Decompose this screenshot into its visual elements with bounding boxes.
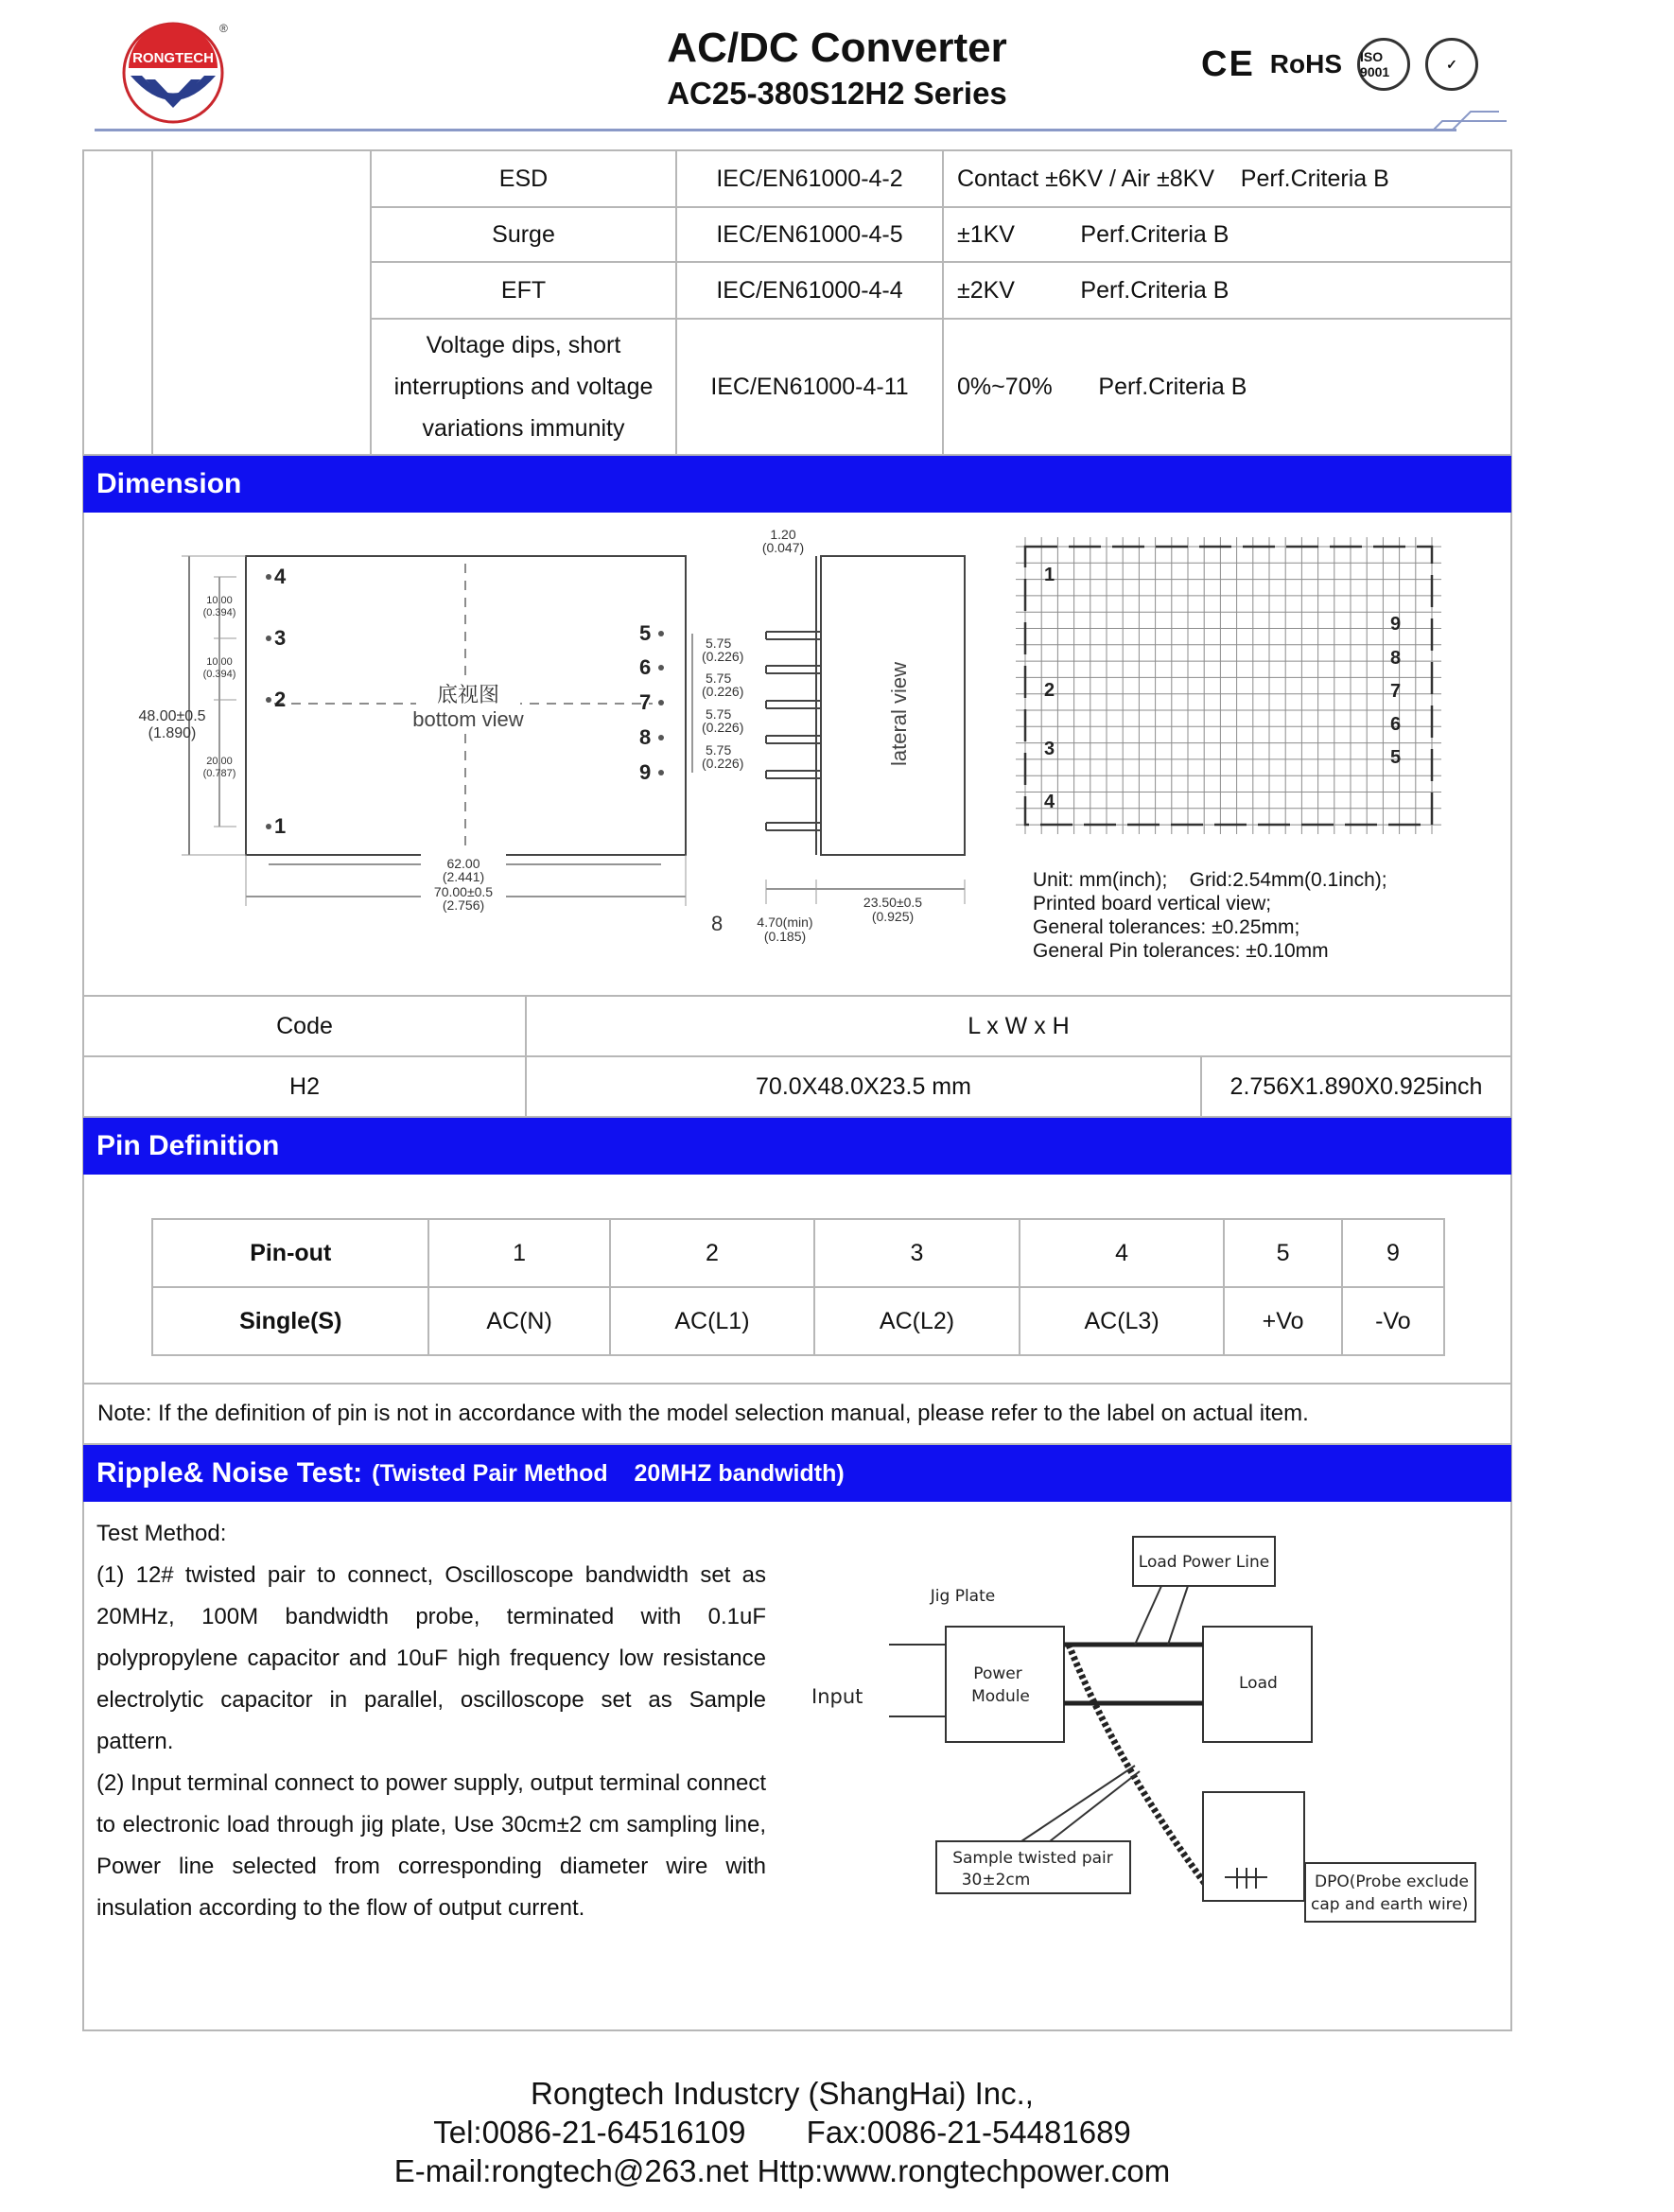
svg-text:Load: Load [1239,1674,1278,1693]
emc-item-line: variations immunity [422,415,625,442]
svg-text:8: 8 [1390,648,1402,669]
ripple-subheading: (Twisted Pair Method 20MHZ bandwidth) [372,1459,845,1487]
table-row [152,1287,1444,1355]
emc-standard: IEC/EN61000-4-11 [675,318,944,456]
svg-text:10.00: 10.00 [206,656,233,668]
svg-text:(0.394): (0.394) [202,607,236,618]
pcb-layout-grid [1010,531,1447,840]
cert-badge-icon: ✓ [1425,38,1478,91]
svg-text:5.75: 5.75 [706,636,732,651]
emc-standard: IEC/EN61000-4-5 [675,206,944,263]
table-row [152,1219,1444,1287]
bottom-view-label: bottom view [412,707,524,731]
pin-cell: -Vo [1342,1287,1444,1355]
svg-text:30±2cm: 30±2cm [961,1871,1031,1890]
svg-text:5.75: 5.75 [706,671,732,686]
emc-item-line: interruptions and voltage [393,374,654,400]
note-line: General tolerances: ±0.25mm; [1033,916,1300,938]
svg-text:(0.226): (0.226) [702,684,744,699]
svg-text:(2.756): (2.756) [442,897,485,913]
note-line: Printed board vertical view; [1033,893,1272,914]
header-rule [95,129,1456,131]
footer [0,2074,1564,2190]
svg-text:3: 3 [1044,739,1055,759]
emc-spec: 0%~70% Perf.Criteria B [942,318,1512,456]
svg-text:5.75: 5.75 [706,742,732,758]
emc-standard: IEC/EN61000-4-4 [675,261,944,320]
size-inch: 2.756X1.890X0.925inch [1200,1055,1512,1118]
emc-item [370,318,677,456]
svg-text:5: 5 [1390,747,1402,768]
svg-text:6: 6 [1390,714,1402,735]
code-header: Code [82,995,527,1057]
footer-phone: Tel:0086-21-64516109 Fax:0086-21-54481689 [433,2115,1131,2150]
pin-label: 2 [274,688,287,711]
code-value: H2 [82,1055,527,1118]
pin-cell: 2 [610,1219,815,1287]
svg-text:Sample twisted pair: Sample twisted pair [952,1849,1113,1868]
emc-item: ESD [370,149,677,208]
dpo-box [1203,1792,1304,1901]
logo-text: RONGTECH [132,50,214,66]
svg-text:4: 4 [1044,792,1055,812]
note-line: Unit: mm(inch); Grid:2.54mm(0.1inch); [1033,869,1387,891]
emc-spec: ±1KV Perf.Criteria B [942,206,1512,263]
lateral-view-label: lateral view [887,661,911,766]
svg-text:(0.185): (0.185) [763,929,807,944]
pin-note: Note: If the definition of pin is not in accordance with the model selection manual, please refer to the label on actual item. [82,1383,1512,1445]
dimension-notes [1033,868,1387,963]
svg-text:10.00: 10.00 [206,595,233,606]
pin-cell: Single(S) [152,1287,428,1355]
pin-cell: 3 [814,1219,1020,1287]
emc-spec: Contact ±6KV / Air ±8KV Perf.Criteria B [942,149,1512,208]
svg-text:8: 8 [711,912,724,935]
svg-text:DPO(Probe exclude: DPO(Probe exclude [1315,1872,1469,1891]
size-header: L x W x H [525,995,1512,1057]
emc-blank-col2 [151,149,372,456]
ripple-test-diagram [794,1518,1494,1972]
emc-standard: IEC/EN61000-4-2 [675,149,944,208]
svg-text:(0.394): (0.394) [202,669,236,680]
svg-text:1.20: 1.20 [770,527,796,542]
emc-item-line: Voltage dips, short [426,332,621,358]
pin-label: 9 [639,760,652,784]
svg-text:cap and earth wire): cap and earth wire) [1311,1895,1469,1914]
test-method [96,1513,766,1929]
svg-text:Power: Power [973,1664,1022,1683]
svg-text:Jig Plate: Jig Plate [930,1587,996,1606]
svg-text:1: 1 [1044,565,1055,585]
method-step-1: (1) 12# twisted pair to connect, Oscilloscope bandwidth set as 20MHz, 100M bandwidth probe, terminated with 0.1uF polypropylene capacitor and 10uF high frequency low resistance electrolytic capacitor in parallel, oscilloscope set as Sample pattern. [96,1562,766,1754]
emc-spec: ±2KV Perf.Criteria B [942,261,1512,320]
svg-text:23.50±0.5: 23.50±0.5 [863,895,923,910]
pin-cell: 1 [428,1219,609,1287]
svg-text:2: 2 [1044,680,1055,701]
pin-label: 3 [274,626,287,650]
pin-label: 7 [639,690,652,714]
pin-cell: Pin-out [152,1219,428,1287]
method-title: Test Method: [96,1521,227,1546]
size-mm: 70.0X48.0X23.5 mm [525,1055,1202,1118]
svg-text:7: 7 [1390,681,1402,702]
svg-text:70.00±0.5: 70.00±0.5 [433,884,494,899]
svg-text:(0.787): (0.787) [202,768,236,779]
svg-text:(0.226): (0.226) [702,720,744,735]
pin-cell: AC(N) [428,1287,609,1355]
svg-text:(0.226): (0.226) [702,649,744,664]
pin-cell: AC(L3) [1020,1287,1225,1355]
svg-text:Input: Input [811,1685,863,1708]
emc-blank-col1 [82,149,153,456]
dimension-drawing [132,527,974,965]
footer-contact: E-mail:rongtech@263.net Http:www.rongtechpower.com [393,2153,1171,2188]
circuit-decoration-icon [1395,106,1508,134]
iso-badge: ISO 9001 [1357,38,1410,91]
svg-text:9: 9 [1390,614,1402,635]
pin-cell: +Vo [1224,1287,1341,1355]
pin-label: 1 [274,814,287,838]
ce-mark: CE [1201,44,1255,84]
pin-table [151,1218,1445,1356]
note-line: General Pin tolerances: ±0.10mm [1033,940,1329,962]
svg-text:Load Power Line: Load Power Line [1138,1553,1270,1572]
footer-company: Rongtech Industcry (ShangHai) Inc., [531,2076,1034,2111]
ripple-heading-text: Ripple& Noise Test: [96,1457,363,1489]
pin-label: 6 [639,655,652,679]
emc-item: Surge [370,206,677,263]
emc-item: EFT [370,261,677,320]
rohs-mark: RoHS [1269,49,1343,78]
method-step-2: (2) Input terminal connect to power supply, output terminal connect to electronic load through jig plate, Use 30cm±2 cm sampling line, Power line selected from corresponding diameter wire with insulation according to the flow of output current. [96,1770,766,1921]
svg-text:Module: Module [971,1687,1030,1706]
pin-cell: 5 [1224,1219,1341,1287]
svg-text:48.00±0.5: 48.00±0.5 [138,708,206,724]
svg-text:20.00: 20.00 [206,756,233,767]
pin-cell: 4 [1020,1219,1225,1287]
page-title: AC/DC Converter [667,25,1007,71]
pin-cell: 9 [1342,1219,1444,1287]
pin-label: 5 [639,621,652,645]
pin-cell: AC(L1) [610,1287,815,1355]
svg-text:(2.441): (2.441) [442,869,485,884]
svg-text:®: ® [219,22,228,35]
power-module-box [946,1627,1064,1742]
svg-text:(1.890): (1.890) [148,725,197,741]
svg-text:(0.047): (0.047) [761,540,805,555]
svg-text:(0.925): (0.925) [871,909,915,924]
pin-label: 8 [639,725,652,749]
svg-text:5.75: 5.75 [706,706,732,722]
bottom-view-label-cn: 底视图 [436,684,500,707]
ripple-heading [83,1445,1511,1502]
series-title: AC25-380S12H2 Series [667,76,1007,111]
cert-logos [1201,40,1478,89]
dimension-heading: Dimension [83,456,1511,513]
pin-cell: AC(L2) [814,1287,1020,1355]
pin-definition-heading: Pin Definition [83,1118,1511,1175]
pin-label: 4 [274,565,287,588]
svg-text:4.70(min): 4.70(min) [757,914,813,930]
svg-text:62.00: 62.00 [446,856,480,871]
svg-text:(0.226): (0.226) [702,756,744,771]
